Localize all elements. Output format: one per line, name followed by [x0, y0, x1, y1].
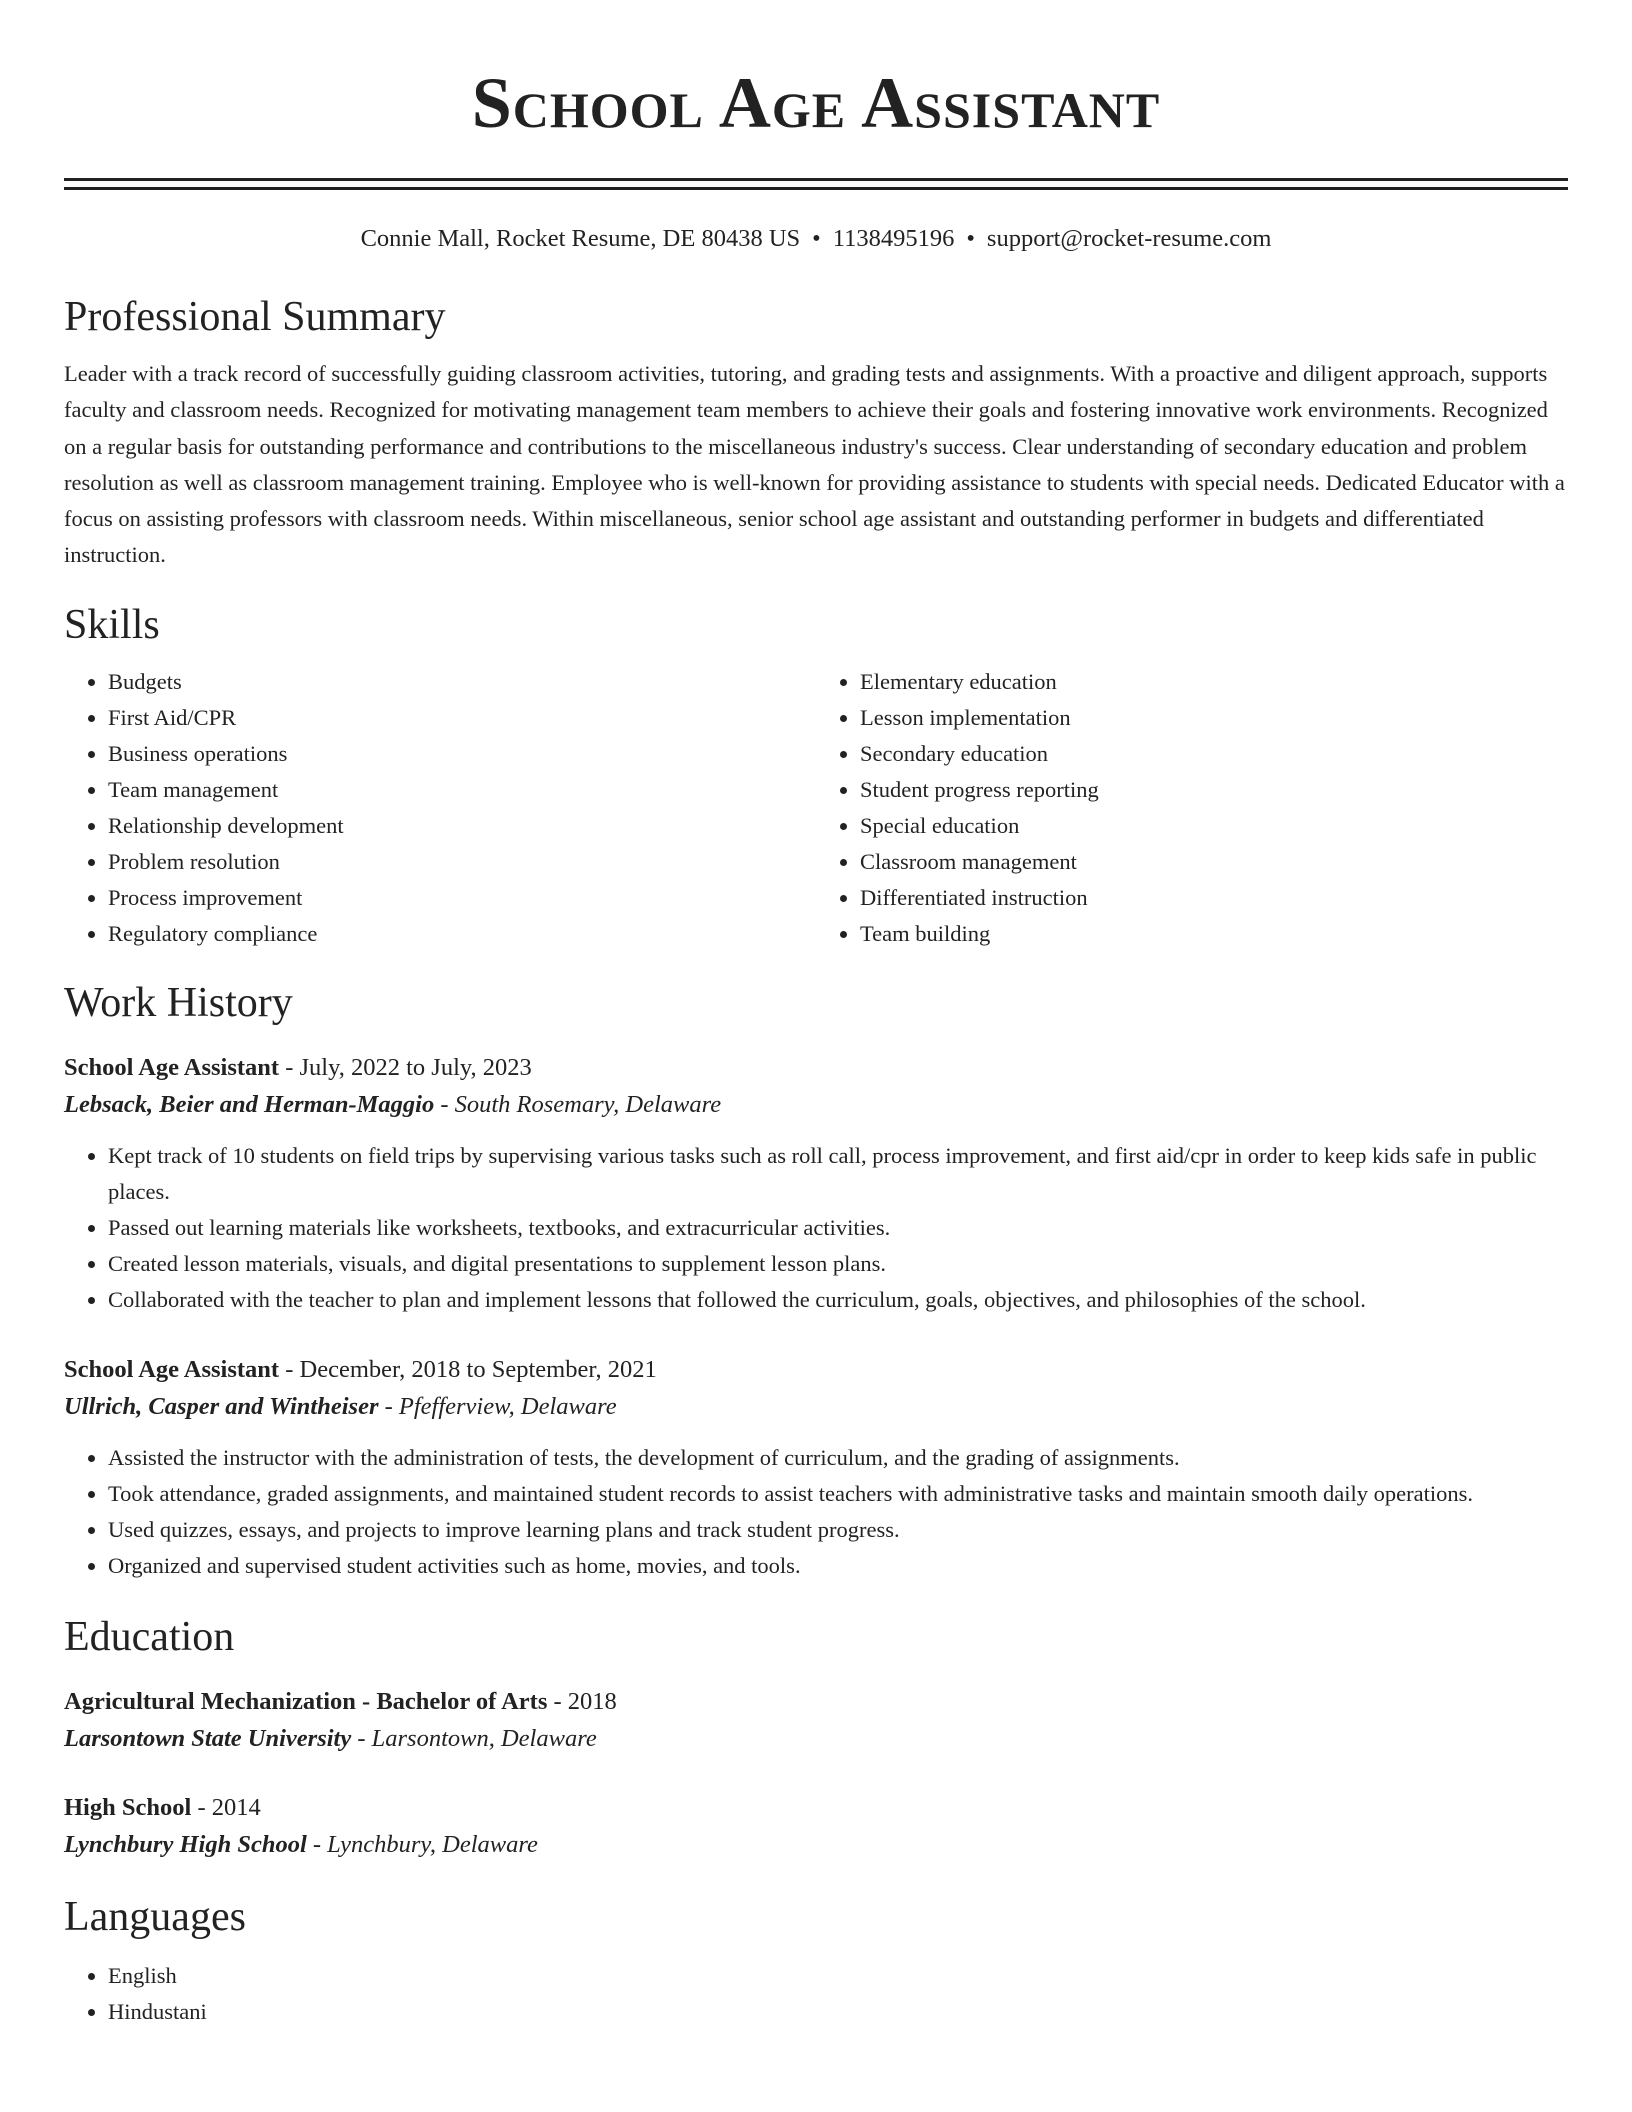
summary-section: [64, 292, 1568, 574]
resume-name: School Age Assistant: [471, 63, 1161, 143]
education-school-line: [64, 1720, 1568, 1758]
education-location: - Lynchbury, Delaware: [306, 1830, 538, 1858]
section-heading-languages: Languages: [64, 1893, 246, 1940]
job-company-line: [64, 1388, 1568, 1426]
education-degree: Agricultural Mechanization - Bachelor of Arts: [64, 1687, 548, 1715]
header-divider-bottom: [64, 187, 1568, 190]
contact-line: [64, 222, 1568, 256]
skill-item: • Business operations: [108, 736, 816, 772]
education-year: - 2014: [191, 1793, 261, 1821]
section-heading-work-history: Work History: [64, 979, 293, 1026]
skill-item: • Classroom management: [860, 844, 1568, 880]
skills-section: [64, 600, 1568, 952]
education-school-line: [64, 1826, 1568, 1864]
header-divider-top: [64, 178, 1568, 181]
skill-item: • Special education: [860, 808, 1568, 844]
skill-item: • Problem resolution: [108, 844, 816, 880]
skill-item: • Student progress reporting: [860, 772, 1568, 808]
job-bullet: • Took attendance, graded assignments, and maintained student records to assist teachers with administrative tasks and maintain smooth daily operations.: [108, 1476, 1568, 1512]
education-school: Larsontown State University: [64, 1724, 352, 1752]
skill-item: • Differentiated instruction: [860, 880, 1568, 916]
languages-section: [64, 1892, 1568, 2030]
job-bullets: [64, 1440, 1568, 1584]
job-bullets: [64, 1138, 1568, 1318]
skill-item: • Lesson implementation: [860, 700, 1568, 736]
job-title-line: [64, 1050, 1568, 1086]
skills-columns: [64, 664, 1568, 952]
job-company: Ullrich, Casper and Wintheiser: [64, 1392, 379, 1420]
job-title-line: [64, 1352, 1568, 1388]
work-history-section: [64, 978, 1568, 1584]
contact-separator: •: [966, 225, 975, 252]
job-title: School Age Assistant: [64, 1355, 280, 1383]
skill-item: • Relationship development: [108, 808, 816, 844]
job-dates: - July, 2022 to July, 2023: [279, 1053, 532, 1081]
skill-item: • Budgets: [108, 664, 816, 700]
job-bullet: • Assisted the instructor with the administration of tests, the development of curriculum, and the grading of assignments.: [108, 1440, 1568, 1476]
skill-item: • Regulatory compliance: [108, 916, 816, 952]
language-item: • English: [108, 1958, 1568, 1994]
summary-text: Leader with a track record of successfully guiding classroom activities, tutoring, and grading tests and assignments. With a proactive and diligent approach, supports faculty and classroom needs. Recognized for motivating management team members to achieve their goals and fostering innovative work environments. Recognized on a regular basis for outstanding performance and contributions to the miscellaneous industry's success. Clear understanding of secondary education and problem resolution as well as classroom management training. Employee who is well-known for providing assistance to students with special needs. Dedicated Educator with a focus on assisting professors with classroom needs. Within miscellaneous, senior school age assistant and outstanding performer in budgets and differentiated instruction.: [64, 361, 1565, 568]
skill-item: • Secondary education: [860, 736, 1568, 772]
skill-item: • Process improvement: [108, 880, 816, 916]
job-dates: - December, 2018 to September, 2021: [279, 1355, 657, 1383]
education-location: - Larsontown, Delaware: [351, 1724, 597, 1752]
section-heading-summary: Professional Summary: [64, 294, 446, 340]
skills-list-right: [816, 664, 1568, 952]
job-bullet: • Kept track of 10 students on field trips by supervising various tasks such as roll call, process improvement, and first aid/cpr in order to keep kids safe in public places.: [108, 1138, 1568, 1210]
job-bullet: • Collaborated with the teacher to plan and implement lessons that followed the curriculum, goals, objectives, and philosophies of the school.: [108, 1282, 1568, 1318]
education-degree-line: [64, 1790, 1568, 1826]
education-degree: High School: [64, 1793, 192, 1821]
job-bullet: • Organized and supervised student activities such as home, movies, and tools.: [108, 1548, 1568, 1584]
skill-item: • Team management: [108, 772, 816, 808]
skills-list-left: [64, 664, 816, 952]
job-company-line: [64, 1086, 1568, 1124]
languages-list: [64, 1958, 1568, 2030]
education-degree-line: [64, 1684, 1568, 1720]
job-entry: [64, 1352, 1568, 1584]
skill-item: • First Aid/CPR: [108, 700, 816, 736]
education-entry: [64, 1790, 1568, 1864]
section-heading-education: Education: [64, 1613, 235, 1660]
skill-item: • Team building: [860, 916, 1568, 952]
job-company: Lebsack, Beier and Herman-Maggio: [64, 1090, 435, 1118]
contact-address: Connie Mall, Rocket Resume, DE 80438 US: [360, 225, 801, 252]
contact-email: support@rocket-resume.com: [986, 225, 1272, 252]
section-heading-skills: Skills: [64, 601, 160, 648]
education-section: [64, 1612, 1568, 1864]
education-school: Lynchbury High School: [64, 1830, 307, 1858]
education-year: - 2018: [547, 1687, 617, 1715]
job-location: - Pfefferview, Delaware: [378, 1392, 617, 1420]
contact-phone: 1138495196: [832, 225, 955, 252]
skill-item: • Elementary education: [860, 664, 1568, 700]
contact-separator: •: [812, 225, 821, 252]
job-entry: [64, 1050, 1568, 1318]
language-item: • Hindustani: [108, 1994, 1568, 2030]
job-title: School Age Assistant: [64, 1053, 280, 1081]
job-location: - South Rosemary, Delaware: [434, 1090, 722, 1118]
job-bullet: • Passed out learning materials like worksheets, textbooks, and extracurricular activities.: [108, 1210, 1568, 1246]
job-bullet: • Created lesson materials, visuals, and digital presentations to supplement lesson plans.: [108, 1246, 1568, 1282]
job-bullet: • Used quizzes, essays, and projects to improve learning plans and track student progress.: [108, 1512, 1568, 1548]
education-entry: [64, 1684, 1568, 1758]
